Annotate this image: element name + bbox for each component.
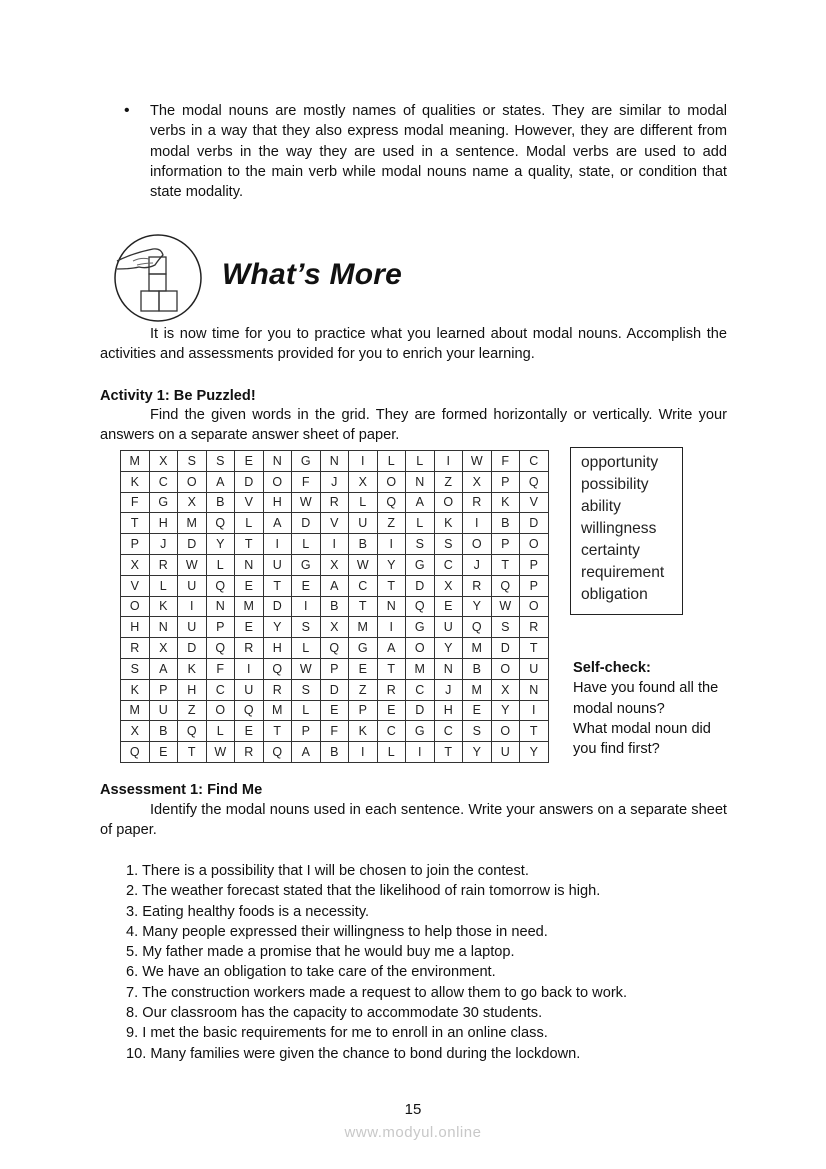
grid-cell: J [434,679,463,700]
grid-cell: F [320,721,349,742]
grid-cell: S [292,617,321,638]
grid-cell: T [263,721,292,742]
grid-cell: U [149,700,178,721]
grid-cell: Q [206,513,235,534]
grid-cell: I [520,700,549,721]
grid-cell: Y [520,742,549,763]
grid-cell: L [206,721,235,742]
assessment-instructions [100,800,727,841]
assessment-item: 5. My father made a promise that he would buy me a laptop. [126,944,515,961]
grid-cell: C [434,554,463,575]
grid-cell: O [377,471,406,492]
grid-cell: I [377,534,406,555]
grid-cell: L [292,638,321,659]
grid-cell: M [463,679,492,700]
grid-cell: Q [463,617,492,638]
grid-cell: H [149,513,178,534]
grid-row [121,617,549,638]
grid-cell: H [434,700,463,721]
self-check-line: What modal noun did [573,720,711,737]
grid-cell: T [263,575,292,596]
grid-cell: O [121,596,150,617]
grid-cell: L [349,492,378,513]
grid-cell: O [520,596,549,617]
hand-stacking-blocks-icon [113,233,203,323]
grid-cell: K [149,596,178,617]
grid-cell: A [206,471,235,492]
grid-cell: X [491,679,520,700]
grid-cell: A [149,658,178,679]
grid-cell: D [406,700,435,721]
grid-cell: Y [434,638,463,659]
grid-cell: H [263,638,292,659]
grid-cell: M [121,451,150,472]
grid-cell: P [206,617,235,638]
grid-cell: E [434,596,463,617]
grid-cell: L [406,513,435,534]
grid-cell: Q [491,575,520,596]
activity-title: Activity 1: Be Puzzled! [100,388,256,404]
grid-cell: D [292,513,321,534]
intro-text: It is now time for you to practice what you learned about modal nouns. Accomplish the activities and assessments provided for you to enrich your learning. [100,326,727,363]
grid-cell: T [377,575,406,596]
grid-cell: C [406,679,435,700]
grid-cell: Q [206,638,235,659]
grid-cell: Q [235,700,264,721]
grid-cell: K [349,721,378,742]
grid-cell: D [520,513,549,534]
grid-cell: G [349,638,378,659]
grid-cell: U [263,554,292,575]
grid-row [121,492,549,513]
grid-cell: Q [121,742,150,763]
assessment-item: 7. The construction workers made a request to allow them to go back to work. [126,984,628,1001]
grid-cell: E [235,451,264,472]
grid-cell: A [263,513,292,534]
grid-cell: T [520,638,549,659]
grid-cell: T [520,721,549,742]
grid-cell: R [235,638,264,659]
grid-cell: I [235,658,264,679]
grid-cell: O [463,534,492,555]
grid-cell: K [121,679,150,700]
grid-cell: S [178,451,207,472]
grid-cell: T [178,742,207,763]
grid-cell: O [206,700,235,721]
assessment-item: 6. We have an obligation to take care of the environment. [126,964,496,981]
grid-cell: O [491,721,520,742]
word-item: opportunity [581,454,659,471]
grid-cell: U [178,617,207,638]
grid-cell: L [149,575,178,596]
grid-cell: X [121,721,150,742]
grid-cell: C [520,451,549,472]
grid-cell: A [406,492,435,513]
grid-row [121,554,549,575]
grid-cell: M [463,638,492,659]
grid-cell: Y [463,596,492,617]
grid-cell: L [406,451,435,472]
grid-cell: R [377,679,406,700]
grid-cell: Z [349,679,378,700]
grid-cell: X [320,617,349,638]
grid-cell: C [149,471,178,492]
grid-cell: A [292,742,321,763]
grid-cell: H [121,617,150,638]
grid-cell: Q [406,596,435,617]
grid-cell: H [263,492,292,513]
grid-cell: B [491,513,520,534]
grid-cell: V [320,513,349,534]
grid-cell: C [377,721,406,742]
assessment-item: 1. There is a possibility that I will be chosen to join the contest. [126,863,529,879]
grid-cell: W [178,554,207,575]
grid-cell: N [320,451,349,472]
grid-cell: O [263,471,292,492]
grid-cell: X [463,471,492,492]
grid-cell: E [235,721,264,742]
assessment-item: 2. The weather forecast stated that the likelihood of rain tomorrow is high. [126,883,601,900]
grid-cell: U [434,617,463,638]
grid-cell: V [235,492,264,513]
grid-cell: S [406,534,435,555]
bullet-paragraph: The modal nouns are mostly names of qualities or states. They are similar to modal verbs in a way that they also express modal meaning. However, they are different from modal verbs in the way they are used in a sentence. Modal verbs are used to add information to the main verb while modal nouns name a quality, state, or condition that state modality. [150,103,727,201]
self-check-line: you find first? [573,741,660,758]
grid-cell: B [206,492,235,513]
grid-cell: P [491,471,520,492]
grid-cell: R [121,638,150,659]
grid-cell: B [463,658,492,679]
grid-cell: T [121,513,150,534]
grid-cell: L [377,451,406,472]
grid-cell: Y [377,554,406,575]
grid-cell: Z [178,700,207,721]
grid-cell: I [178,596,207,617]
grid-cell: G [406,721,435,742]
grid-cell: X [149,451,178,472]
assessment-item: 3. Eating healthy foods is a necessity. [126,903,370,920]
grid-cell: O [491,658,520,679]
grid-row [121,451,549,472]
assessment-title: Assessment 1: Find Me [100,782,263,798]
grid-cell: J [149,534,178,555]
grid-cell: B [149,721,178,742]
assessment-item: 4. Many people expressed their willingness to help those in need. [126,923,548,940]
grid-cell: G [292,451,321,472]
grid-cell: G [149,492,178,513]
grid-cell: R [263,679,292,700]
grid-cell: O [178,471,207,492]
grid-cell: M [263,700,292,721]
grid-row [121,742,549,763]
grid-cell: R [235,742,264,763]
grid-cell: M [235,596,264,617]
grid-cell: L [235,513,264,534]
grid-cell: T [377,658,406,679]
grid-cell: W [349,554,378,575]
assessment-instructions-text: Identify the modal nouns used in each sentence. Write your answers on a separate sheet of paper. [100,802,727,839]
grid-cell: U [235,679,264,700]
grid-row [121,471,549,492]
grid-cell: P [121,534,150,555]
self-check [573,658,743,759]
grid-row [121,534,549,555]
grid-cell: S [463,721,492,742]
grid-cell: N [434,658,463,679]
grid-cell: O [406,638,435,659]
grid-cell: J [320,471,349,492]
grid-cell: Q [206,575,235,596]
grid-cell: Z [377,513,406,534]
grid-cell: G [406,617,435,638]
grid-cell: R [320,492,349,513]
grid-row [121,575,549,596]
grid-cell: E [235,575,264,596]
assessment-items [126,861,627,1064]
grid-cell: F [292,471,321,492]
grid-cell: P [349,700,378,721]
grid-cell: B [320,596,349,617]
grid-cell: Y [463,742,492,763]
grid-cell: U [178,575,207,596]
grid-cell: D [178,638,207,659]
grid-cell: T [235,534,264,555]
section-title: What’s More [222,258,403,291]
grid-cell: S [121,658,150,679]
grid-cell: V [121,575,150,596]
grid-cell: Q [178,721,207,742]
grid-cell: I [349,742,378,763]
grid-cell: C [349,575,378,596]
grid-row [121,679,549,700]
grid-row [121,700,549,721]
grid-cell: P [520,575,549,596]
grid-cell: Q [263,658,292,679]
grid-cell: I [463,513,492,534]
grid-cell: D [406,575,435,596]
word-item: willingness [581,520,657,537]
grid-cell: E [235,617,264,638]
grid-cell: N [235,554,264,575]
grid-cell: X [121,554,150,575]
activity-instructions [100,405,727,446]
grid-cell: I [320,534,349,555]
grid-cell: W [292,658,321,679]
grid-cell: P [491,534,520,555]
grid-cell: M [406,658,435,679]
word-item: certainty [581,542,640,559]
grid-cell: X [320,554,349,575]
assessment-item: 8. Our classroom has the capacity to accommodate 30 students. [126,1005,543,1022]
word-list-box [570,447,683,615]
grid-cell: E [349,658,378,679]
assessment-item: 9. I met the basic requirements for me to enroll in an online class. [126,1025,548,1042]
activity-instructions-text: Find the given words in the grid. They are formed horizontally or vertically. Write your answers on a separate answer sheet of paper. [100,407,727,444]
grid-cell: W [491,596,520,617]
grid-cell: O [520,534,549,555]
grid-cell: C [434,721,463,742]
grid-cell: S [206,451,235,472]
grid-cell: V [520,492,549,513]
grid-cell: X [434,575,463,596]
grid-cell: P [520,554,549,575]
grid-cell: B [349,534,378,555]
grid-cell: U [491,742,520,763]
grid-cell: L [292,700,321,721]
grid-cell: N [149,617,178,638]
grid-cell: W [463,451,492,472]
grid-cell: B [320,742,349,763]
grid-cell: I [349,451,378,472]
word-search-grid [120,450,549,763]
grid-cell: M [178,513,207,534]
grid-cell: F [491,451,520,472]
grid-cell: T [434,742,463,763]
grid-row [121,638,549,659]
intro-paragraph [100,324,727,365]
grid-cell: I [292,596,321,617]
grid-cell: T [491,554,520,575]
grid-cell: P [320,658,349,679]
grid-cell: W [292,492,321,513]
grid-cell: N [206,596,235,617]
grid-cell: Q [520,471,549,492]
grid-cell: Z [434,471,463,492]
word-item: requirement [581,564,665,581]
grid-cell: I [434,451,463,472]
grid-cell: D [178,534,207,555]
grid-cell: U [349,513,378,534]
grid-cell: S [292,679,321,700]
grid-cell: M [349,617,378,638]
grid-cell: D [235,471,264,492]
grid-cell: E [292,575,321,596]
grid-cell: J [463,554,492,575]
grid-cell: L [206,554,235,575]
grid-cell: R [149,554,178,575]
grid-cell: I [406,742,435,763]
grid-cell: T [349,596,378,617]
grid-row [121,721,549,742]
grid-cell: Q [377,492,406,513]
bullet-symbol: • [124,102,130,119]
grid-cell: I [263,534,292,555]
grid-cell: L [377,742,406,763]
grid-cell: H [178,679,207,700]
grid-cell: N [520,679,549,700]
self-check-title: Self-check: [573,660,651,676]
grid-cell: F [206,658,235,679]
grid-row [121,513,549,534]
grid-cell: O [434,492,463,513]
grid-row [121,658,549,679]
word-item: obligation [581,586,648,603]
grid-cell: C [206,679,235,700]
grid-cell: D [491,638,520,659]
grid-cell: K [434,513,463,534]
watermark: www.modyul.online [344,1124,482,1141]
grid-cell: Q [320,638,349,659]
grid-cell: E [377,700,406,721]
grid-cell: E [463,700,492,721]
grid-cell: N [263,451,292,472]
grid-cell: Y [263,617,292,638]
grid-cell: G [292,554,321,575]
grid-cell: Q [263,742,292,763]
grid-cell: K [491,492,520,513]
word-item: possibility [581,476,649,493]
grid-cell: D [320,679,349,700]
grid-cell: L [292,534,321,555]
grid-row [121,596,549,617]
page-number: 15 [404,1101,422,1118]
self-check-line: modal nouns? [573,700,665,717]
grid-cell: U [520,658,549,679]
grid-cell: X [149,638,178,659]
grid-cell: F [121,492,150,513]
grid-cell: X [178,492,207,513]
grid-cell: S [491,617,520,638]
grid-cell: P [292,721,321,742]
self-check-line: Have you found all the [573,680,719,697]
grid-cell: N [406,471,435,492]
grid-cell: G [406,554,435,575]
grid-cell: X [349,471,378,492]
grid-cell: R [463,492,492,513]
grid-cell: A [377,638,406,659]
grid-cell: W [206,742,235,763]
grid-cell: Y [491,700,520,721]
grid-cell: R [463,575,492,596]
grid-cell: A [320,575,349,596]
grid-cell: M [121,700,150,721]
word-item: ability [581,498,621,515]
grid-cell: D [263,596,292,617]
grid-cell: S [434,534,463,555]
grid-cell: K [121,471,150,492]
grid-cell: P [149,679,178,700]
grid-cell: N [377,596,406,617]
grid-cell: K [178,658,207,679]
grid-cell: I [377,617,406,638]
grid-cell: E [149,742,178,763]
grid-cell: Y [206,534,235,555]
assessment-item: 10. Many families were given the chance to bond during the lockdown. [126,1045,581,1062]
grid-cell: E [320,700,349,721]
grid-cell: R [520,617,549,638]
